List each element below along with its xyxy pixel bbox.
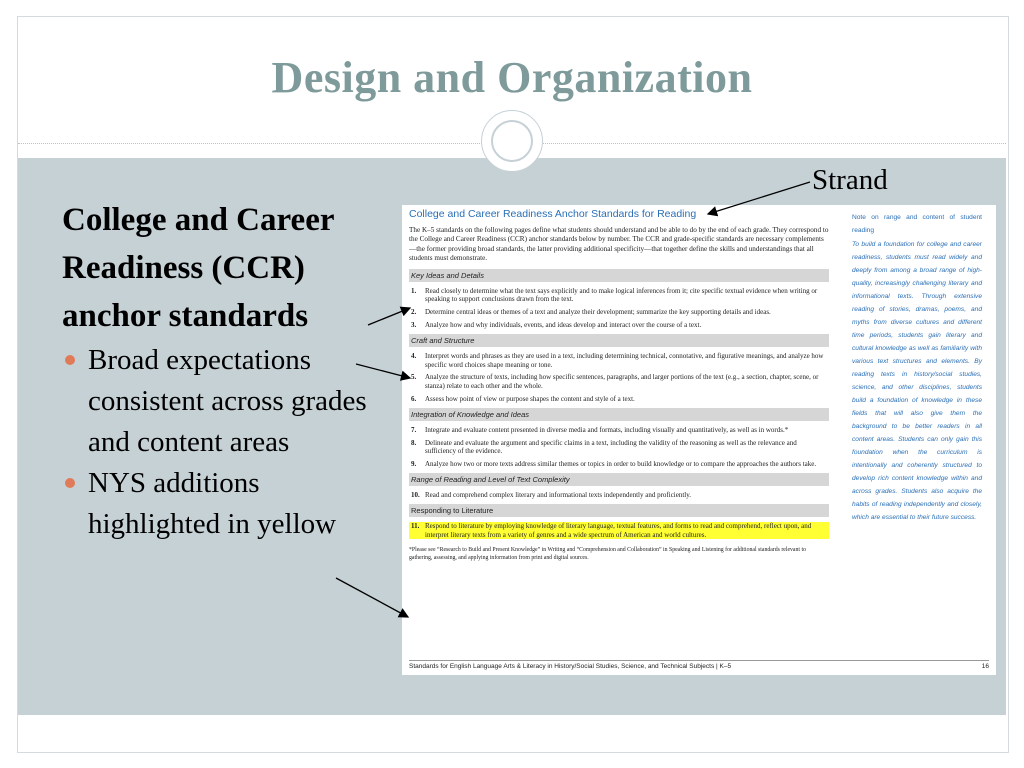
section-header: Integration of Knowledge and Ideas bbox=[409, 408, 829, 421]
standard-text: Integrate and evaluate content presented in diverse media and formats, including visually and quantitatively, as well as in words.* bbox=[425, 425, 789, 434]
note-body: To build a foundation for college and career readiness, students must read widely and deeply from among a broad range of high-quality, increasingly challenging literary and informational texts. Through extensive reading of stories, dramas, poems, and myths from diverse cultures and different time periods, students gain literary and cultural knowledge as well as familiarity with various text structures and elements. By reading texts in history/social studies, science, and other disciplines, students build a foundation of knowledge in these fields that will also give them the background to be better readers in all content areas. Students can only gain this foundation when the curriculum is intentionally and coherently structured to develop rich content knowledge within and across grades. Students also acquire the habits of reading independently and closely, which are essential to their future success. bbox=[852, 241, 982, 521]
standard-number: 5. bbox=[411, 373, 417, 382]
standard-number: 7. bbox=[411, 425, 417, 434]
document-main-column bbox=[409, 208, 829, 562]
standard-text: Analyze how and why individuals, events, and ideas develop and interact over the course of a text. bbox=[425, 321, 702, 330]
section-header: Key Ideas and Details bbox=[409, 269, 829, 282]
bullet-text: NYS additions highlighted in yellow bbox=[88, 467, 337, 540]
standard-text: Read closely to determine what the text says explicitly and to make logical inferences from it; cite specific textual evidence when writing or speaking to support conclusions drawn from the text. bbox=[425, 286, 818, 304]
sidebar-note bbox=[852, 211, 982, 524]
standard-number: 3. bbox=[411, 321, 417, 330]
standard-item bbox=[409, 352, 829, 370]
standard-text: Determine central ideas or themes of a text and analyze their development; summarize the key supporting details and ideas. bbox=[425, 308, 771, 317]
standard-item bbox=[409, 460, 829, 469]
standard-text: Delineate and evaluate the argument and specific claims in a text, including the validity of the reasoning as well as the relevance and sufficiency of the evidence. bbox=[425, 438, 797, 456]
note-title: Note on range and content of student reading bbox=[852, 214, 982, 234]
section-header: Craft and Structure bbox=[409, 334, 829, 347]
decorative-circle-icon bbox=[481, 110, 543, 172]
slide-title: Design and Organization bbox=[271, 53, 753, 102]
document-intro: The K–5 standards on the following pages define what students should understand and be able to do by the end of each grade. They correspond to the College and Career Readiness (CCR) anchor standards below by number. The CCR and grade-specific standards are necessary complements—the former providing broad standards, the latter providing additional specificity—that together define the skills and understandings that all students must demonstrate. bbox=[409, 226, 829, 263]
standard-number: 10. bbox=[411, 490, 420, 499]
standard-number: 6. bbox=[411, 395, 417, 403]
standard-text: Analyze how two or more texts address similar themes or topics in order to build knowledge or to compare the approaches the authors take. bbox=[425, 460, 817, 469]
standard-item bbox=[409, 395, 829, 404]
standard-text: Respond to literature by employing knowledge of literary language, textual features, and forms to read and comprehend, reflect upon, and interpret literary texts from a variety of genres and a wide spectrum of American and world cultures. bbox=[425, 521, 812, 539]
standard-number: 4. bbox=[411, 351, 417, 360]
document-title: College and Career Readiness Anchor Standards for Reading bbox=[409, 208, 697, 220]
footer-source: Standards for English Language Arts & Literacy in History/Social Studies, Science, and Technical Subjects | K–5 bbox=[409, 663, 732, 670]
document-footer bbox=[409, 660, 989, 670]
standard-text: Analyze the structure of texts, including how specific sentences, paragraphs, and larger portions of the text (e.g., a section, chapter, scene, or stanza) relate to each other and the whole. bbox=[425, 373, 819, 391]
standard-item-highlighted bbox=[409, 522, 829, 540]
document-image bbox=[402, 205, 996, 675]
standard-number: 9. bbox=[411, 460, 417, 469]
standard-text: Assess how point of view or purpose shapes the content and style of a text. bbox=[425, 395, 635, 403]
bullet-dot-icon bbox=[65, 355, 75, 365]
bullet-dot-icon bbox=[65, 478, 75, 488]
ccr-heading: College and Career Readiness (CCR) anchor standards bbox=[62, 202, 334, 334]
section-header: Range of Reading and Level of Text Complexity bbox=[409, 473, 829, 486]
standard-text: Interpret words and phrases as they are used in a text, including determining technical, connotative, and figurative meanings, and analyze how specific word choices shape meaning or tone. bbox=[425, 351, 824, 369]
standard-item bbox=[409, 426, 829, 435]
section-header: Responding to Literature bbox=[409, 504, 829, 517]
bullet-item bbox=[62, 463, 392, 545]
standard-item bbox=[409, 308, 829, 317]
bullet-item bbox=[62, 340, 392, 463]
bullet-text: Broad expectations consistent across grades and content areas bbox=[88, 344, 367, 458]
bullet-list bbox=[62, 340, 392, 545]
document-footnote: *Please see “Research to Build and Present Knowledge” in Writing and “Comprehension and Collaboration” in Speaking and Listening for additional standards relevant to gathering, assessing, and applying information from print and digital sources. bbox=[409, 547, 806, 561]
standard-item bbox=[409, 491, 829, 500]
standard-number: 2. bbox=[411, 308, 417, 317]
standard-number: 8. bbox=[411, 438, 417, 447]
standard-number: 11. bbox=[411, 521, 420, 530]
standard-item bbox=[409, 321, 829, 330]
standard-text: Read and comprehend complex literary and informational texts independently and proficiently. bbox=[425, 490, 692, 499]
standard-item bbox=[409, 373, 829, 391]
standard-item bbox=[409, 439, 829, 457]
strand-label: Strand bbox=[812, 164, 888, 196]
standard-item bbox=[409, 287, 829, 305]
footer-page-number: 16 bbox=[981, 663, 989, 670]
standard-number: 1. bbox=[411, 286, 417, 295]
